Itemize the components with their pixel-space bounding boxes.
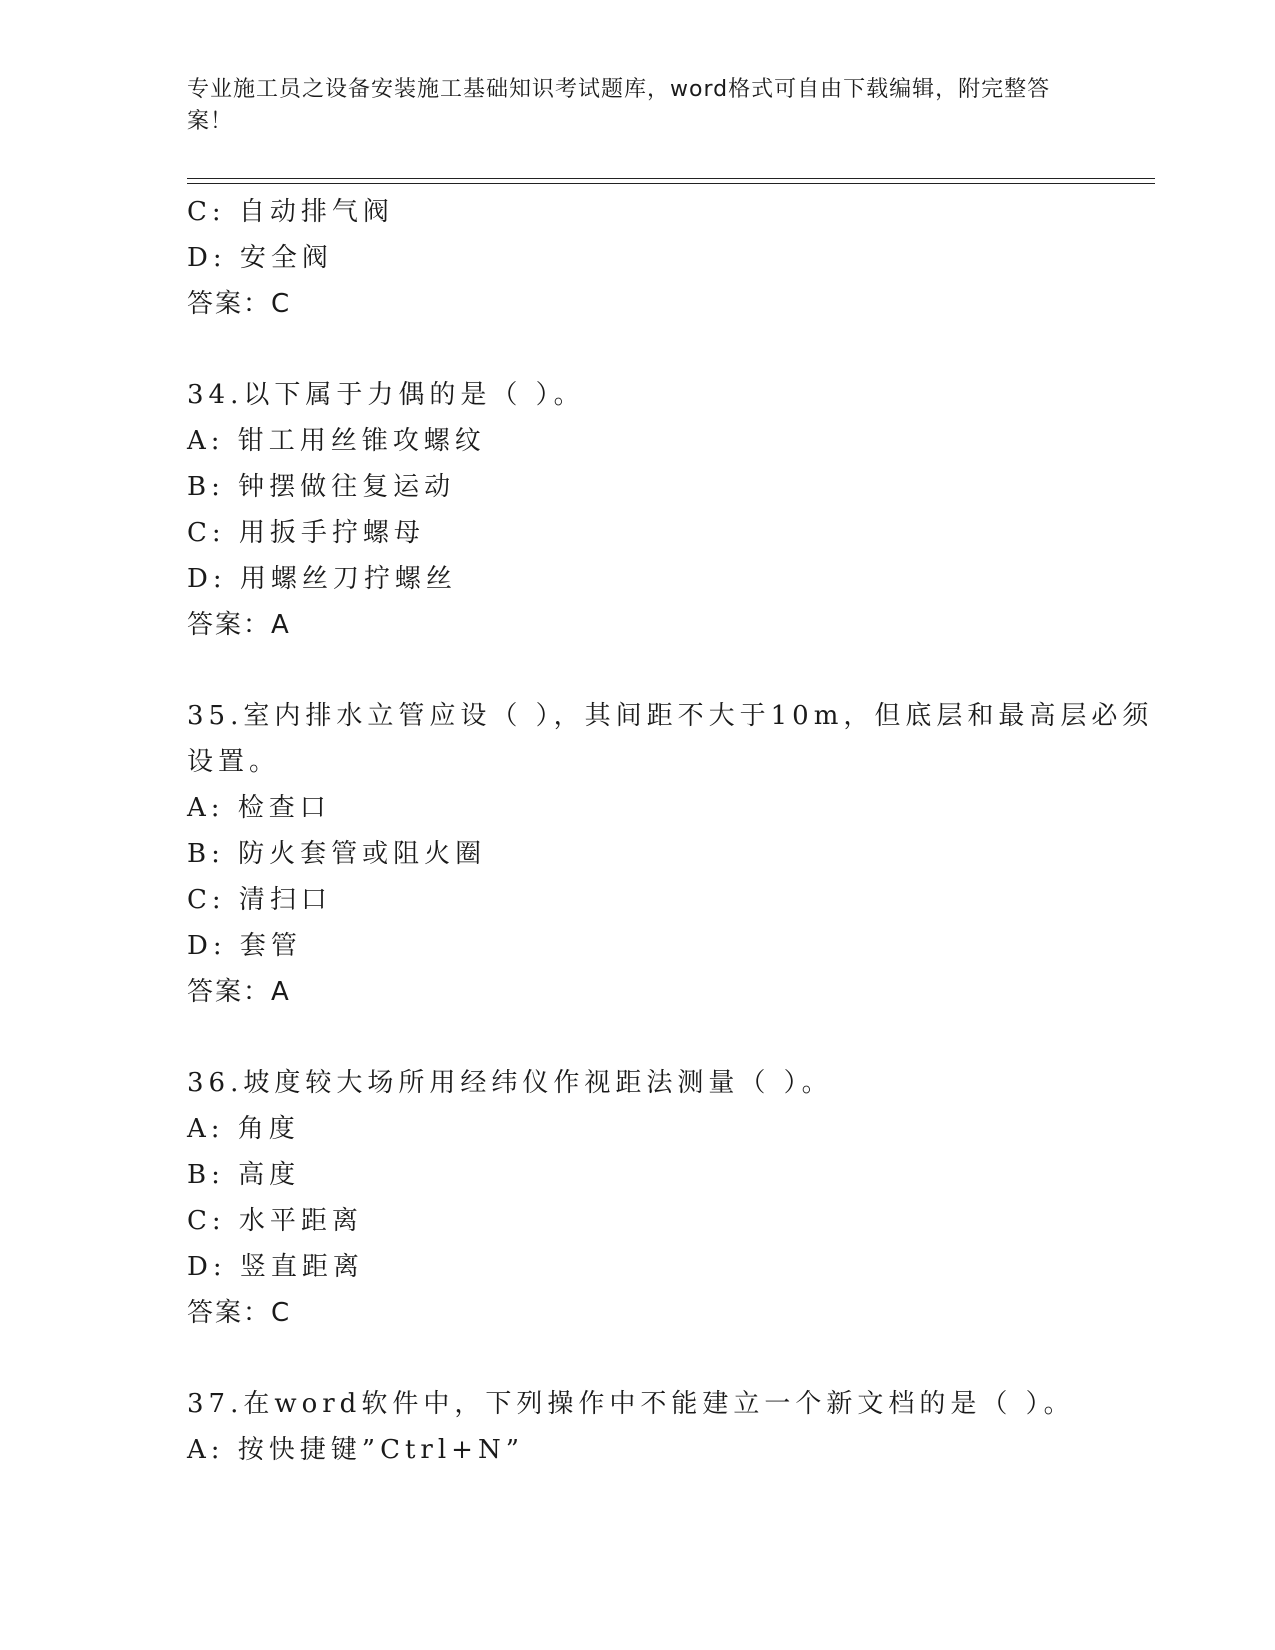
question-line: C: 自动排气阀 — [187, 197, 394, 227]
question-line: 设置。 — [187, 747, 281, 777]
question-block — [187, 693, 1154, 1015]
question-line: 35.室内排水立管应设（ ），其间距不大于10m，但底层和最高层必须 — [187, 701, 1154, 731]
question-line: A: 按快捷键”Ctrl+N” — [187, 1435, 525, 1465]
answer-line: 答案：C — [187, 1298, 292, 1328]
question-block — [187, 372, 1087, 648]
block-spacer — [187, 1336, 1087, 1381]
answer-line: 答案：A — [187, 610, 291, 640]
question-line: B: 高度 — [187, 1160, 301, 1190]
block-spacer — [187, 327, 1087, 372]
question-line: A: 角度 — [187, 1114, 300, 1144]
answer-line: 答案：A — [187, 977, 291, 1007]
question-line: A: 检查口 — [187, 793, 331, 823]
block-spacer — [187, 648, 1087, 693]
answer-line: 答案：C — [187, 289, 292, 319]
question-line: C: 水平距离 — [187, 1206, 363, 1236]
question-line: D: 用螺丝刀拧螺丝 — [187, 564, 457, 594]
question-line: D: 竖直距离 — [187, 1252, 364, 1282]
question-line: A: 钳工用丝锥攻螺纹 — [187, 426, 486, 456]
question-line: B: 钟摆做往复运动 — [187, 472, 456, 502]
document-header: 专业施工员之设备安装施工基础知识考试题库，word格式可自由下载编辑，附完整答案！ — [187, 77, 1051, 134]
question-list — [187, 189, 1154, 1473]
question-line: B: 防火套管或阻火圈 — [187, 839, 487, 869]
question-block — [187, 1381, 1087, 1473]
question-line: 34.以下属于力偶的是（ ）。 — [187, 380, 585, 410]
question-line: C: 用扳手拧螺母 — [187, 518, 425, 548]
question-block — [187, 189, 1087, 327]
block-spacer — [187, 1015, 1087, 1060]
question-block — [187, 1060, 1087, 1336]
question-line: D: 套管 — [187, 931, 302, 961]
question-line: D: 安全阀 — [187, 243, 333, 273]
question-line: C: 清扫口 — [187, 885, 332, 915]
header-rule-bottom — [187, 183, 1155, 184]
question-line: 37.在word软件中，下列操作中不能建立一个新文档的是（ ）。 — [187, 1389, 1075, 1419]
question-line: 36.坡度较大场所用经纬仪作视距法测量（ ）。 — [187, 1068, 833, 1098]
header-rule-top — [187, 178, 1155, 179]
